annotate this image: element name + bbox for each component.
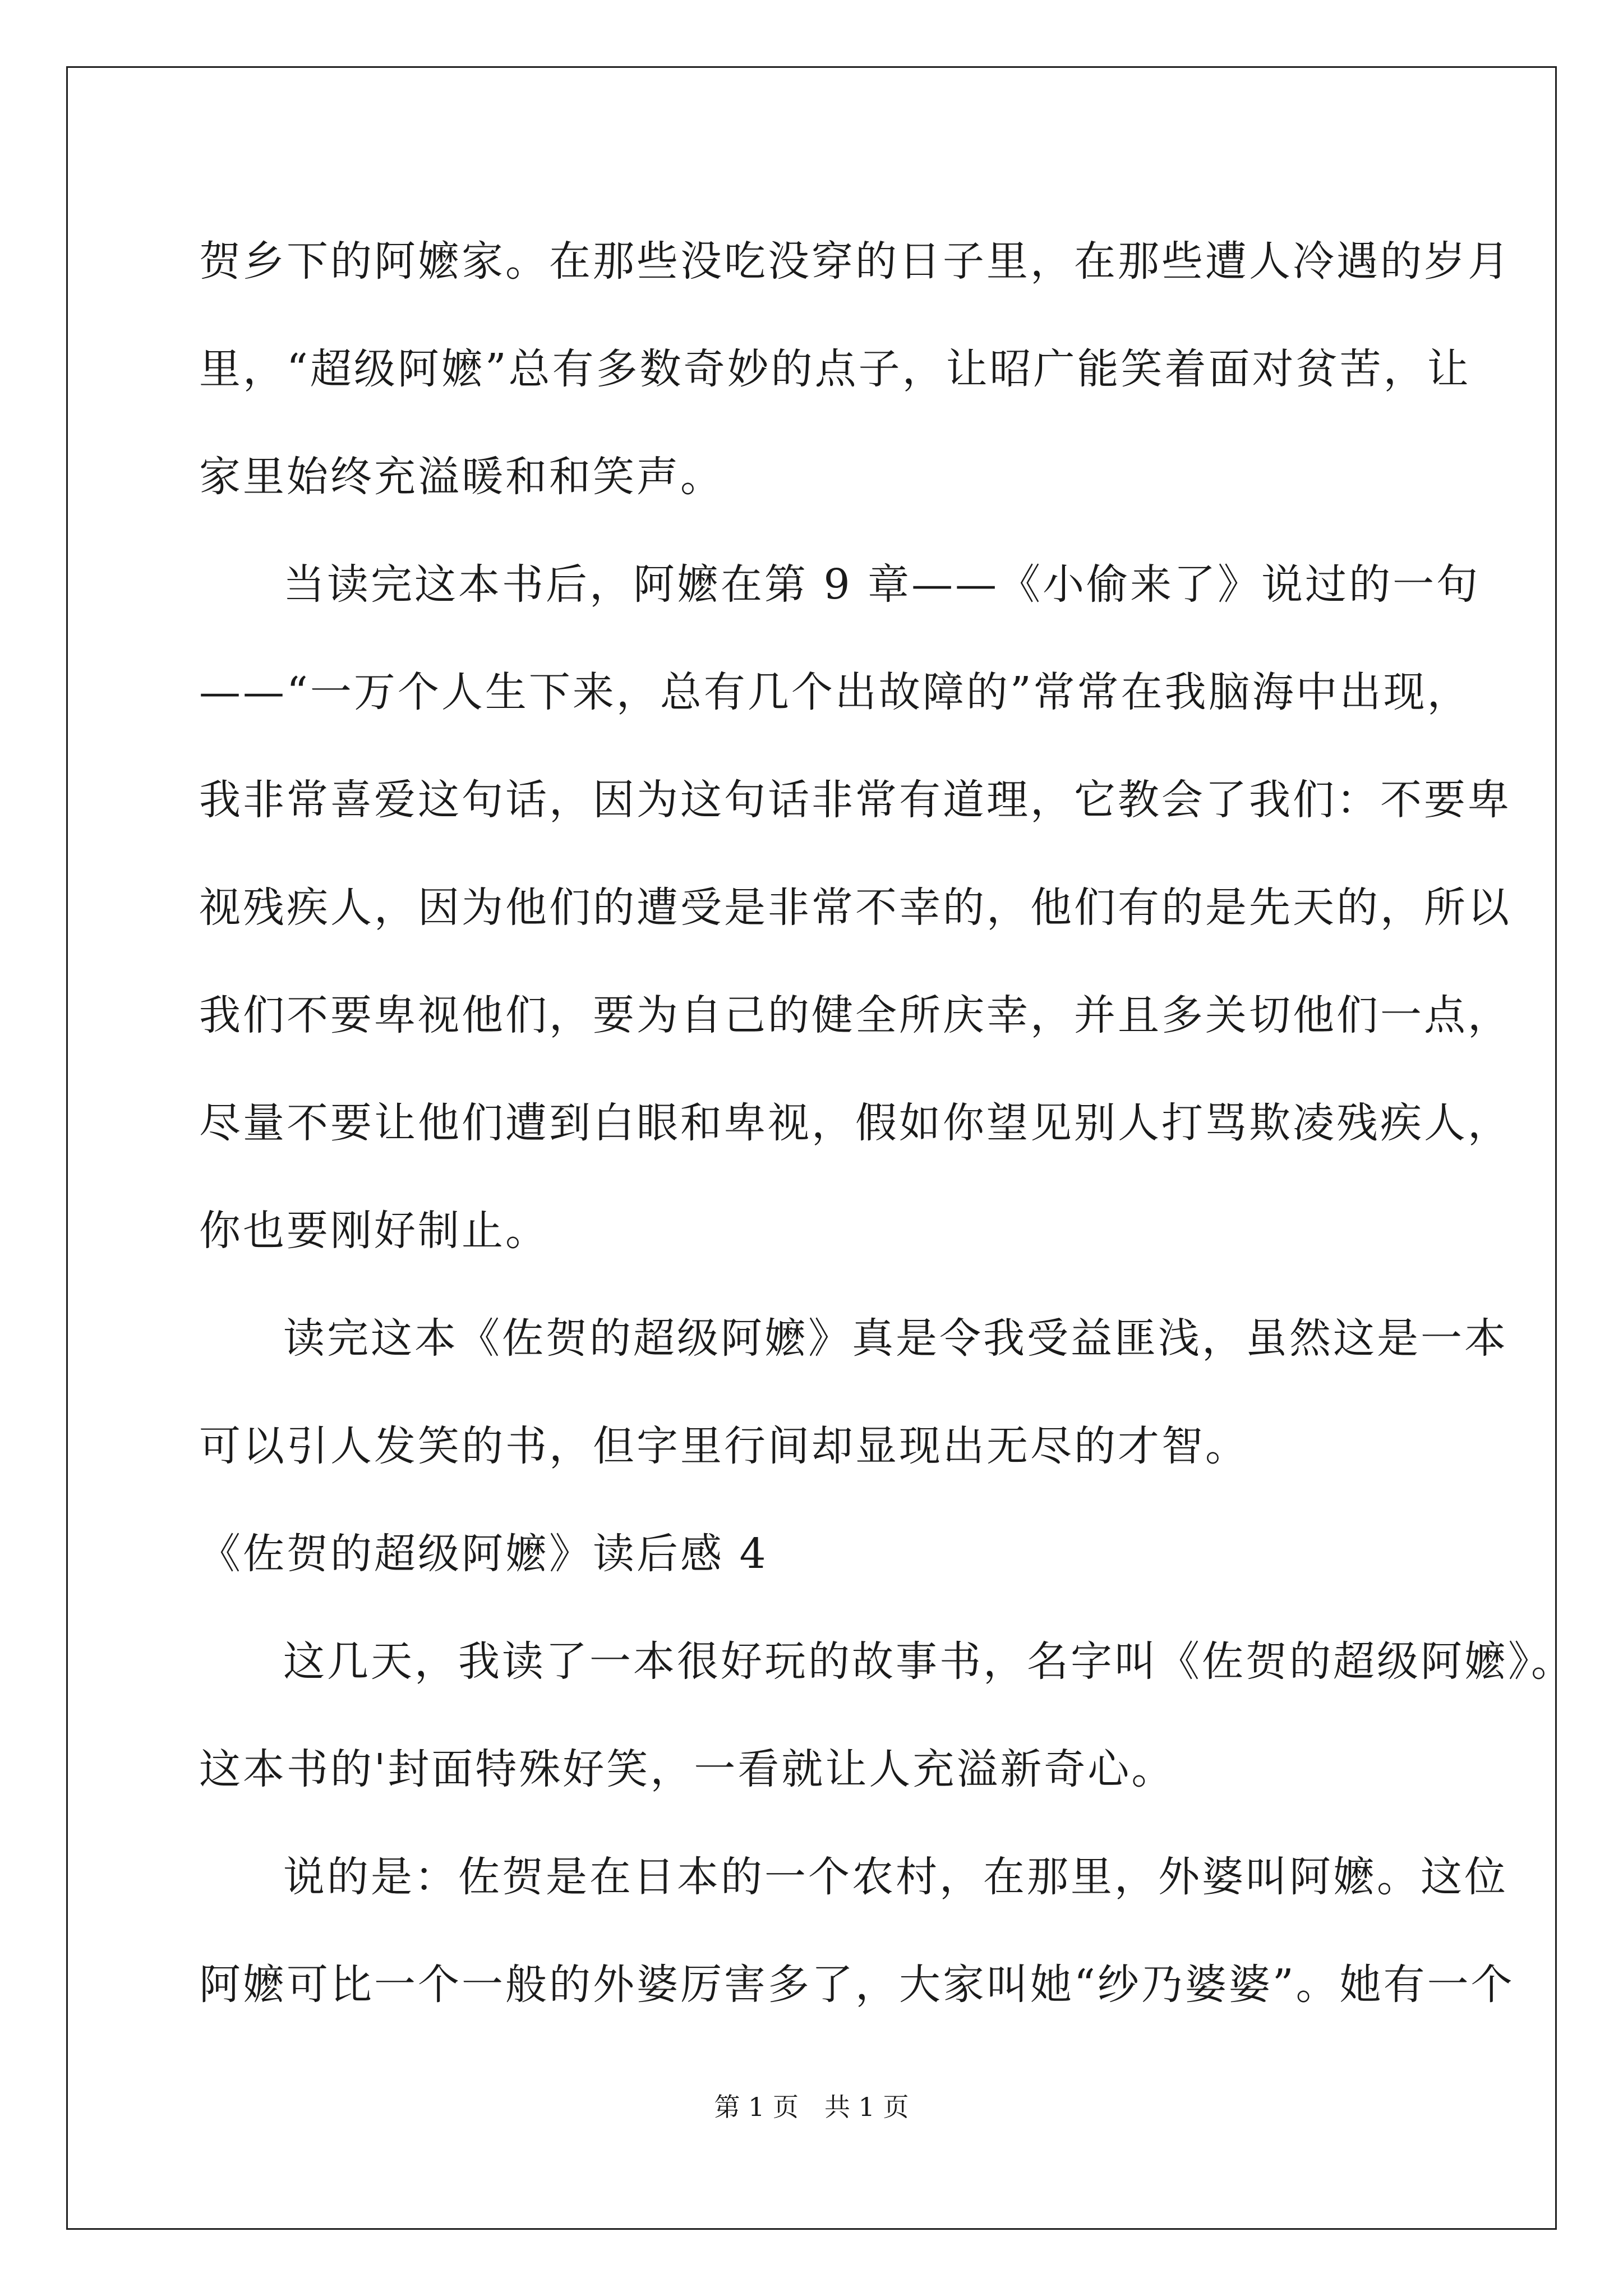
text-line: 里，“超级阿嬷”总有多数奇妙的点子，让昭广能笑着面对贫苦，让 [199,345,1471,393]
paragraph-start-line: 这几天，我读了一本很好玩的故事书，名字叫《佐贺的超级阿嬷》。 [283,1637,1575,1686]
text-line: ——“一万个人生下来，总有几个出故障的”常常在我脑海中出现， [199,668,1471,716]
section-heading: 《佐贺的超级阿嬷》读后感 4 [199,1530,768,1578]
text-line: 阿嬷可比一个一般的外婆厉害多了，大家叫她“纱乃婆婆”。她有一个 [199,1961,1515,2009]
text-line: 家里始终充溢暖和和笑声。 [199,453,724,501]
text-line: 你也要刚好制止。 [199,1207,549,1255]
text-line: 我非常喜爱这句话，因为这句话非常有道理，它教会了我们：不要卑 [199,776,1511,824]
text-line: 尽量不要让他们遭到白眼和卑视，假如你望见别人打骂欺凌残疾人， [199,1099,1511,1147]
paragraph-start-line: 说的是：佐贺是在日本的一个农村，在那里，外婆叫阿嬷。这位 [283,1853,1508,1901]
text-line: 这本书的'封面特殊好笑，一看就让人充溢新奇心。 [199,1745,1175,1793]
paragraph-start-line: 当读完这本书后，阿嬷在第 9 章——《小偷来了》说过的一句 [283,560,1481,609]
text-line: 我们不要卑视他们，要为自己的健全所庆幸，并且多关切他们一点， [199,991,1511,1039]
text-line: 贺乡下的阿嬷家。在那些没吃没穿的日子里，在那些遭人冷遇的岁月 [199,237,1511,286]
text-line: 视残疾人，因为他们的遭受是非常不幸的，他们有的是先天的，所以 [199,884,1511,932]
text-line: 可以引人发笑的书，但字里行间却显现出无尽的才智。 [199,1422,1249,1470]
document-body [199,208,1575,2039]
paragraph-start-line: 读完这本《佐贺的超级阿嬷》真是令我受益匪浅，虽然这是一本 [283,1314,1508,1363]
page-footer: 第 1 页 共 1 页 [714,2092,909,2122]
